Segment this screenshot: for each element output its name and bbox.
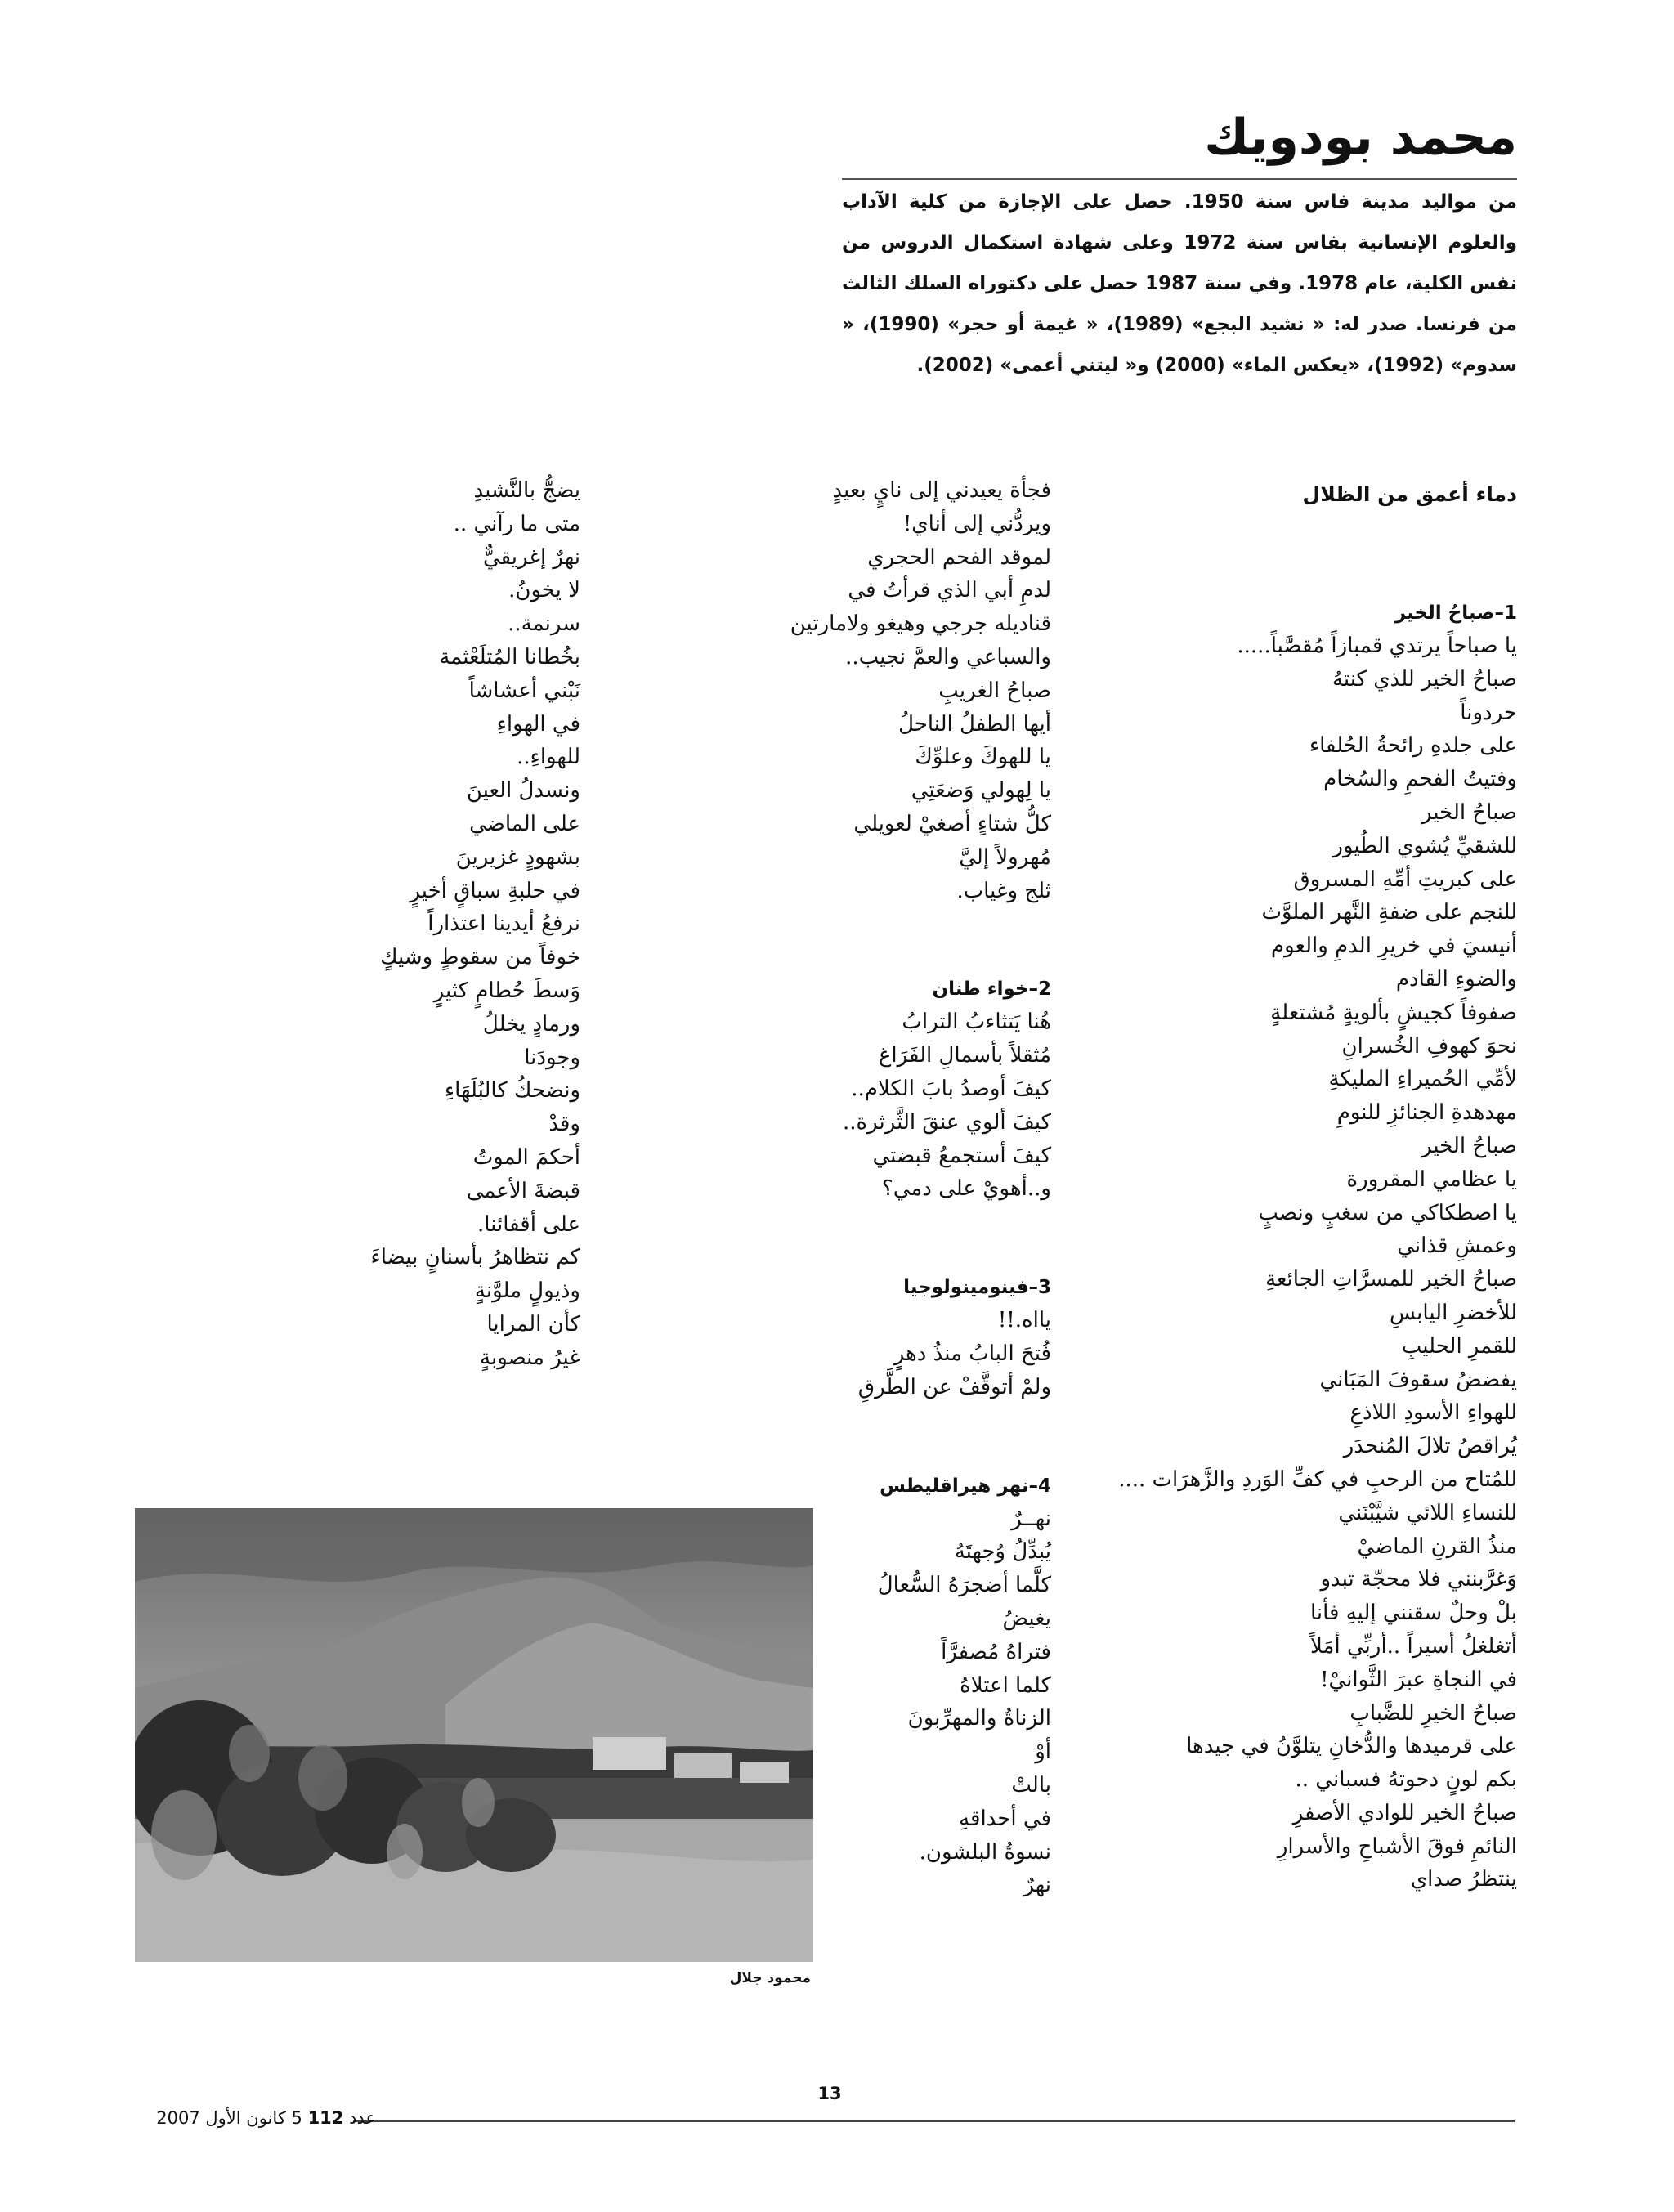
verse-line: كلَّما أضجرَهُ السُّعالُ xyxy=(877,1573,1051,1598)
verse-line: وقدْ xyxy=(548,1112,580,1137)
poem-title: دماء أعمق من الظلال xyxy=(1302,482,1517,506)
verse-line: بخُطانا المُتلَعْثمة xyxy=(439,644,580,669)
verse-line: وفتيتُ الفحمِ والسُخام xyxy=(1323,767,1517,792)
verse-line: يغيضُ xyxy=(1002,1605,1051,1631)
section-title-4: 4–نهر هيراقليطس xyxy=(880,1475,1051,1497)
verse-line: نهــرٌ xyxy=(1011,1506,1051,1531)
section-title-1: 1–صباحُ الخير xyxy=(1394,602,1517,624)
verse-line: قبضةَ الأعمى xyxy=(466,1178,580,1203)
verse-line: يا للهوكَ وعلوِّكَ xyxy=(915,745,1051,770)
poem-column-left xyxy=(286,474,580,1375)
verse-line: في النجاةِ عبرَ الثَّوانيْ! xyxy=(1320,1667,1517,1692)
verse-line: غيرُ منصوبةٍ xyxy=(480,1345,580,1370)
verse-line: يُبدِّلُ وُجهتَهُ xyxy=(954,1539,1051,1565)
verse-line: والضوءِ القادم xyxy=(1395,966,1517,992)
page-number: 13 xyxy=(817,2084,842,2103)
verse-line: هُنا يَتثاءبُ الترابُ xyxy=(902,1010,1051,1035)
verse-line: نسوةُ البلشون. xyxy=(919,1839,1051,1865)
verse-line: ينتظرُ صداي xyxy=(1410,1867,1517,1892)
verse-line: كيفَ ألوي عنقَ الثَّرثرة.. xyxy=(843,1109,1051,1135)
verse-line: للنساءِ اللائي شيَّبْنَني xyxy=(1338,1500,1517,1525)
verse-line: يا اصطكاكي من سغبٍ ونصبٍ xyxy=(1258,1200,1517,1225)
verse-line: أحكمَ الموتُ xyxy=(472,1144,580,1170)
verse-line: منذُ القرنِ الماضيْ xyxy=(1357,1534,1517,1559)
verse-line: لدمِ أبي الذي قرأتُ في xyxy=(848,578,1051,603)
verse-line: قناديله جرجي وهيغو ولامارتين xyxy=(790,611,1051,637)
spacer xyxy=(692,1404,1051,1470)
verse-line: فجأة يعيدني إلى نايٍ بعيدٍ xyxy=(832,478,1051,503)
verse-line: يا لِهولي وَضعَتِي xyxy=(911,778,1051,804)
verse-line: صباحُ الخير xyxy=(1421,1133,1517,1158)
verse-line: في أحداقهِ xyxy=(959,1806,1051,1831)
verse-line: لأمِّي الحُميراءِ المليكةِ xyxy=(1328,1067,1517,1092)
verse-line: صباحُ الخير للوادي الأصفرِ xyxy=(1292,1800,1517,1825)
section-1-verses xyxy=(1092,629,1517,1896)
verse-line: يا صباحاً يرتدي قمبازاً مُقصَّباً..... xyxy=(1237,634,1517,658)
verse-line: صفوفاً كجيشٍ بألويةٍ مُشتعلةٍ xyxy=(1270,1000,1517,1025)
verse-line: والسباعي والعمَّ نجيب.. xyxy=(845,644,1051,669)
section-1-continued-verses xyxy=(692,474,1051,907)
verse-line: صباحُ الغريبِ xyxy=(938,678,1051,703)
verse-line: فُتحَ البابُ منذُ دهرٍ xyxy=(893,1341,1051,1366)
verse-line: صباحُ الخير xyxy=(1421,799,1517,825)
section-4-continued-verses xyxy=(286,474,580,1375)
spacer xyxy=(692,1206,1051,1271)
verse-line: فتراهُ مُصفرَّاً xyxy=(941,1639,1051,1664)
verse-line: ثلج وغياب. xyxy=(956,878,1051,903)
verse-line: أنيسيَ في خريرِ الدمِ والعوم xyxy=(1271,934,1517,959)
issue-date: 5 كانون الأول 2007 xyxy=(156,2108,302,2128)
author-name: محمد بودويك xyxy=(1204,109,1517,166)
verse-line: للهواءِ الأسودِ اللاذعِ xyxy=(1349,1400,1517,1426)
issue-label: عدد xyxy=(349,2108,376,2128)
verse-line: ورمادٍ يخللُ xyxy=(482,1011,580,1037)
verse-line: نهرٌ xyxy=(1023,1873,1051,1898)
footer-divider xyxy=(353,2120,1515,2122)
verse-line: صباحُ الخيرِ للضَّبابِ xyxy=(1349,1700,1517,1726)
verse-line: لموقد الفحم الحجري xyxy=(867,544,1051,570)
verse-line: نحوَ كهوفِ الخُسرانِ xyxy=(1341,1033,1517,1059)
verse-line: أتغلغلُ أسيراً ..أربِّي أمَلاً xyxy=(1310,1633,1517,1659)
verse-line: نَبْني أعشاشاً xyxy=(468,678,580,703)
verse-line: يفضضُ سقوفَ المَبَاني xyxy=(1319,1367,1517,1392)
verse-line: في الهواءِ xyxy=(496,711,580,737)
verse-line: على قرميدها والدُّخانِ يتلوَّنُ في جيدها xyxy=(1186,1734,1517,1759)
verse-line: في حلبةِ سباقٍ أخيرٍ xyxy=(410,878,580,903)
verse-line: للمُتاح من الرحبِ في كفِّ الوَردِ والزَّهرَات .... xyxy=(1118,1466,1517,1492)
verse-line: نرفعُ أيدينا اعتذاراً xyxy=(427,911,580,937)
verse-line: وجودَنا xyxy=(524,1045,580,1070)
painting-caption: محمود جلال xyxy=(729,1970,811,1986)
verse-line: وَغرَّبنني فلا محجّة تبدو xyxy=(1320,1567,1517,1592)
verse-line: متى ما رآني .. xyxy=(453,511,580,536)
section-title-2: 2–خواء طنان xyxy=(932,978,1051,1001)
verse-line: وَسطَ حُطامٍ كثيرٍ xyxy=(433,978,580,1003)
verse-line: للشقيِّ يُشوي الطُيور xyxy=(1332,833,1517,858)
verse-line: للنجم على ضفةِ النَّهر الملوَّث xyxy=(1261,900,1517,925)
verse-line: خوفاً من سقوطٍ وشيكٍ xyxy=(380,945,580,970)
issue-number: 112 xyxy=(307,2108,344,2128)
verse-line: أوْ xyxy=(1035,1740,1051,1765)
landscape-painting xyxy=(135,1508,813,1962)
verse-line: للهواءِ.. xyxy=(517,745,580,770)
verse-line: للقمرِ الحليبِ xyxy=(1401,1333,1517,1359)
verse-line: ونسدلُ العينَ xyxy=(466,778,580,804)
verse-line: وعمشِ قذاني xyxy=(1397,1234,1517,1259)
verse-line: سرنمة.. xyxy=(508,611,580,637)
verse-line: على أقفائنا. xyxy=(477,1211,580,1237)
verse-line: بشهودٍ غزيرينَ xyxy=(455,844,580,870)
verse-line: مُثقلاً بأسمالِ الفَرَاغ xyxy=(878,1043,1051,1068)
verse-line: بلْ وحلٌ سقنني إليهِ فأنا xyxy=(1309,1601,1517,1626)
verse-line: كيفَ أستجمعُ قبضتي xyxy=(872,1143,1051,1168)
verse-line: على كبريتِ أمِّهِ المسروق xyxy=(1293,866,1517,892)
verse-line: يضجُّ بالنَّشيدِ xyxy=(473,478,580,503)
verse-line: الزناةُ والمهرِّبونَ xyxy=(907,1706,1051,1731)
verse-line: بالتْ xyxy=(1011,1772,1051,1798)
verse-line: بكم لونٍ دحوتهُ فسباني .. xyxy=(1295,1767,1517,1793)
verse-line: ولمْ أتوقَّفْ عن الطَّرقِ xyxy=(857,1374,1051,1399)
author-bio: من مواليد مدينة فاس سنة 1950. حصل على الإجازة من كلية الآداب والعلوم الإنسانية بفاس سنة 1972 وعلى شهادة استكمال الدروس من نفس الكلية، عام 1978. وفي سنة 1987 حصل على دكتوراه السلك الثالث من فرنسا. صدر له: « نشيد البجع» (1989)، « غيمة أو حجر» (1990)، « سدوم» (1992)، «يعكس الماء» (2000) و« ليتني أعمى» (2002). xyxy=(842,191,1518,376)
issue-info xyxy=(131,2106,376,2130)
verse-line: نهرٌ إغريقيٌّ xyxy=(482,544,580,570)
verse-line: لا يخونُ. xyxy=(508,578,580,603)
verse-line: يااه.!! xyxy=(997,1308,1051,1333)
section-3-verses xyxy=(692,1304,1051,1404)
verse-line: صباحُ الخير للذي كنتهُ xyxy=(1332,666,1517,692)
verse-line: أيها الطفلُ الناحلُ xyxy=(898,711,1051,737)
verse-line: كم نتظاهرُ بأسنانٍ بيضاءَ xyxy=(370,1245,580,1270)
verse-line: كأن المرايا xyxy=(486,1311,580,1337)
verse-line: حردوناً xyxy=(1460,700,1517,725)
section-2-verses xyxy=(692,1005,1051,1206)
verse-line: وذيولٍ ملوَّنةٍ xyxy=(474,1278,580,1304)
spacer xyxy=(692,907,1051,973)
verse-line: على جلدهِ رائحةُ الحُلفاء xyxy=(1309,733,1517,759)
verse-line: كلما اعتلاهُ xyxy=(960,1672,1051,1698)
verse-line: مهدهدةِ الجنائزِ للنومِ xyxy=(1336,1100,1517,1126)
poem-column-right xyxy=(1092,474,1517,1896)
verse-line: ويردُّني إلى أناي! xyxy=(902,511,1051,536)
verse-line: يا عظامي المقرورة xyxy=(1346,1166,1517,1192)
verse-line: يُراقصُ تلالَ المُنحدَر xyxy=(1343,1434,1517,1459)
section-title-3: 3–فينومينولوجيا xyxy=(903,1277,1051,1299)
verse-line: مُهرولاً إليَّ xyxy=(959,844,1051,870)
verse-line: ونضحكُ كالبُلَهَاءِ xyxy=(444,1078,580,1104)
verse-line: صباحُ الخير للمسرَّاتِ الجائعةِ xyxy=(1265,1267,1517,1292)
verse-line: النائمِ فوقَ الأشباحِ والأسرارِ xyxy=(1277,1834,1517,1859)
verse-line: للأخضرِ اليابسِ xyxy=(1390,1300,1517,1325)
verse-line: كيفَ أوصدُ بابَ الكلام.. xyxy=(851,1076,1051,1101)
verse-line: على الماضي xyxy=(469,811,580,836)
verse-line: و..أهويْ على دمي؟ xyxy=(881,1176,1051,1202)
spacer xyxy=(1092,515,1517,597)
verse-line: كلُّ شتاءٍ أصغيْ لعويلي xyxy=(853,811,1051,836)
header-divider xyxy=(842,178,1517,180)
